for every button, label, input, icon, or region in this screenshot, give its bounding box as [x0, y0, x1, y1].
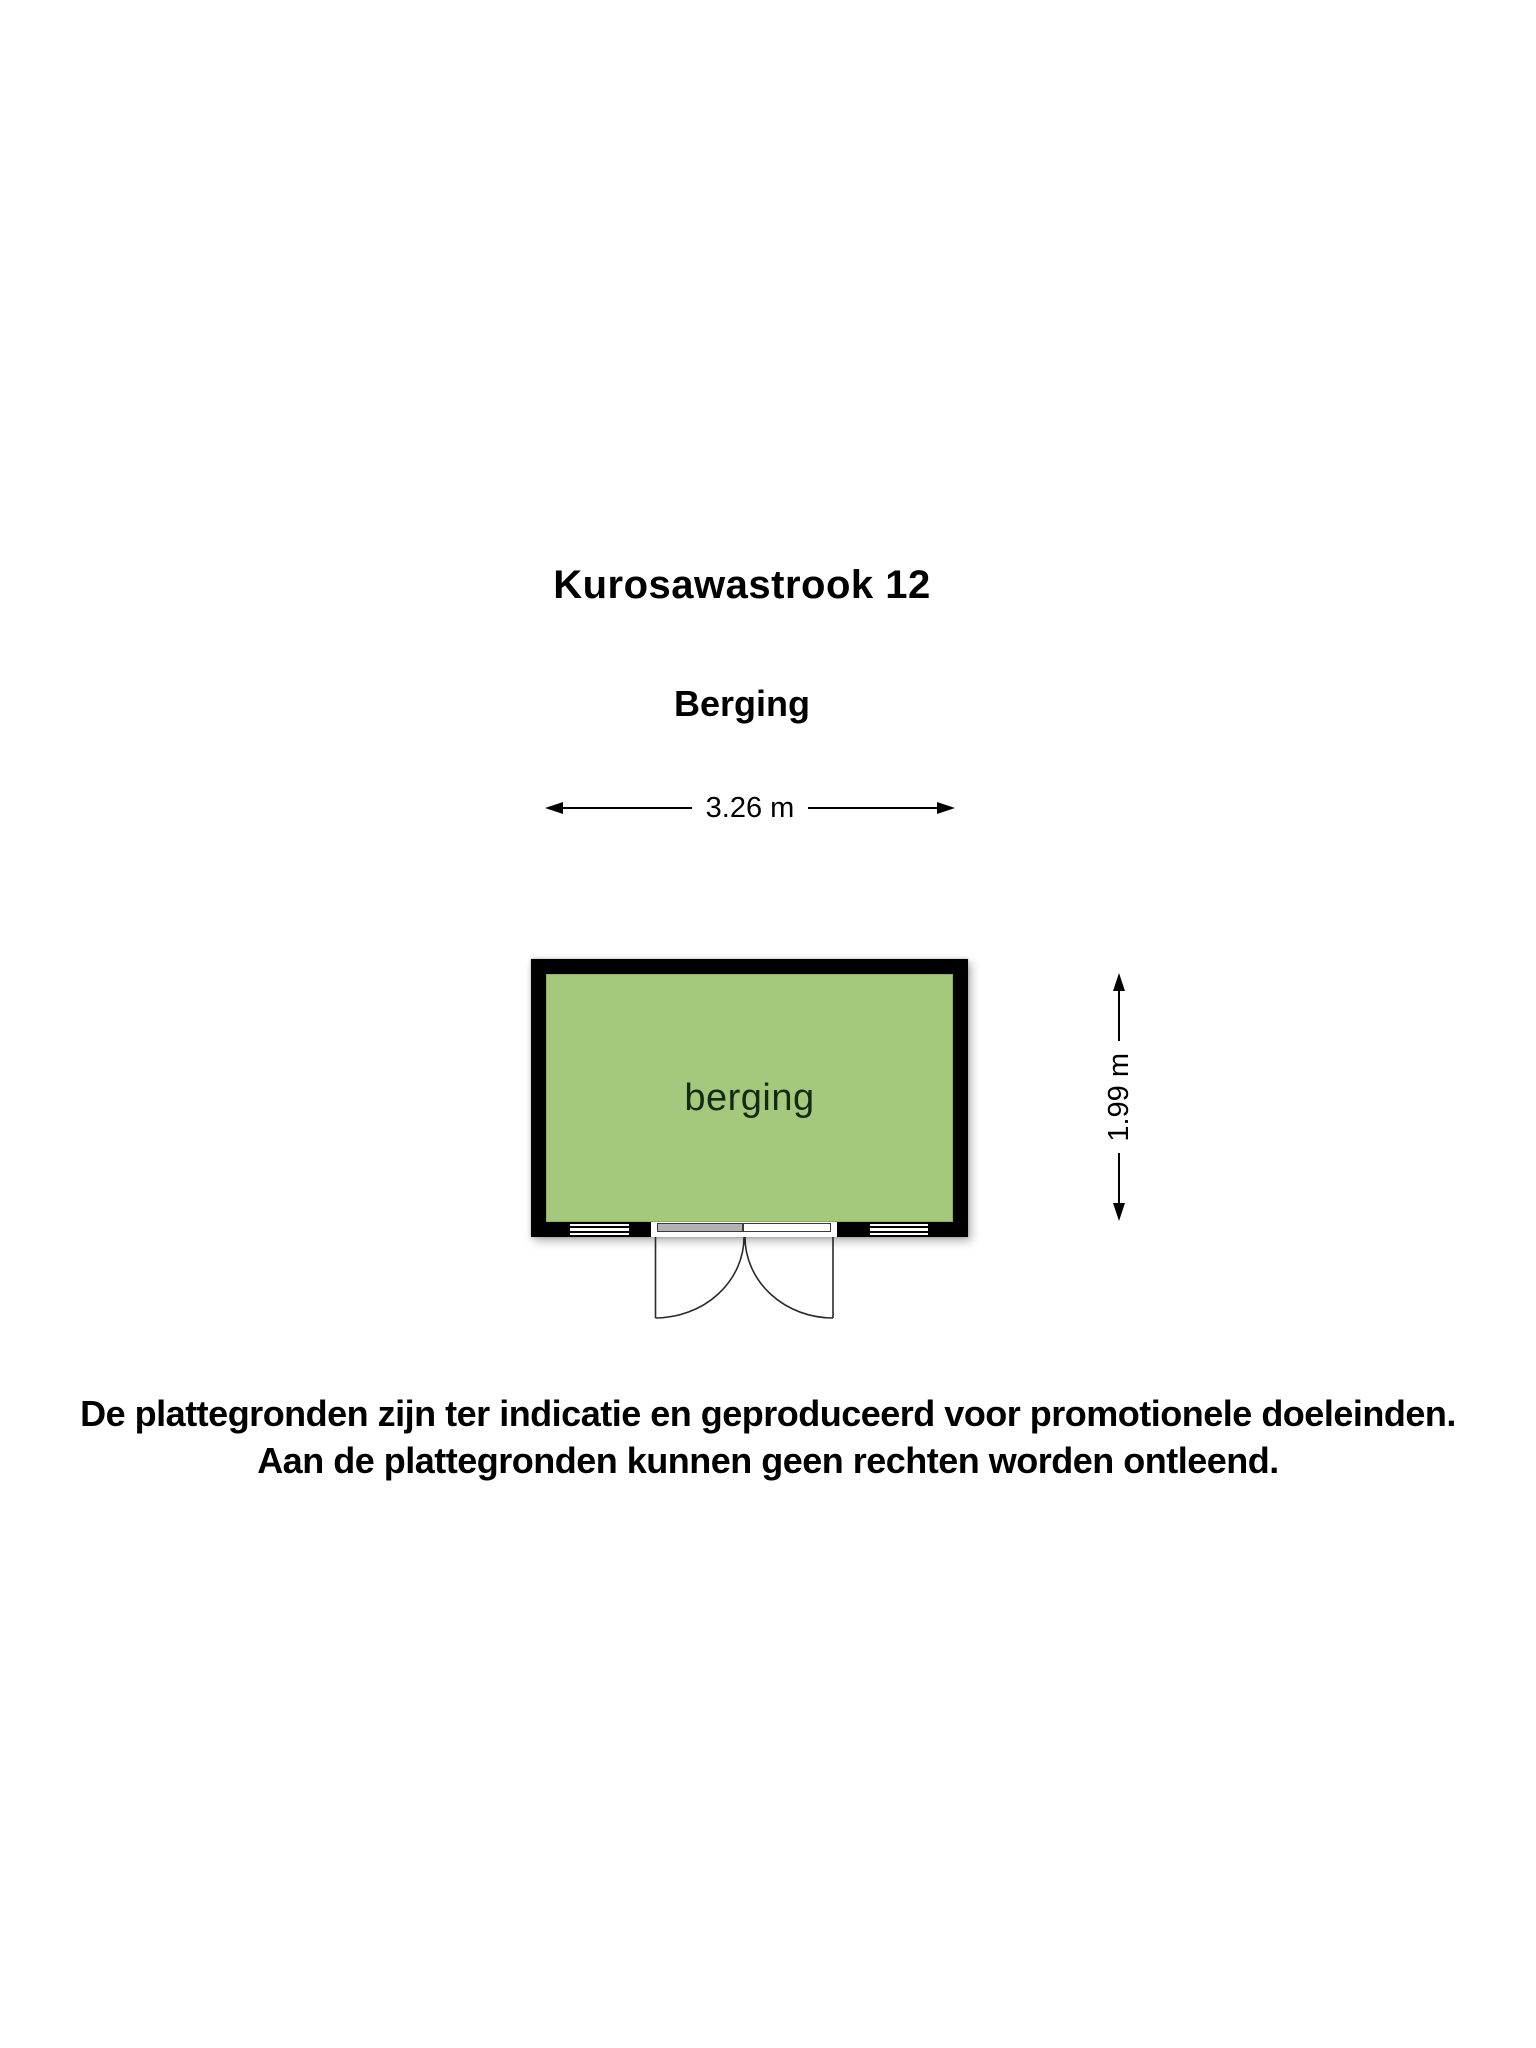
door-arc-left: [656, 1237, 745, 1318]
door-opening: [651, 1222, 837, 1237]
dimension-line: [563, 807, 692, 809]
window-right-icon: [868, 1222, 930, 1237]
page-title: Kurosawastrook 12: [553, 563, 931, 607]
double-door-swing-icon: [640, 1237, 860, 1332]
arrow-up-icon: [1113, 973, 1125, 991]
room-label: berging: [684, 1076, 815, 1119]
arrow-left-icon: [545, 802, 563, 814]
disclaimer-line-2: Aan de plattegronden kunnen geen rechten worden ontleend.: [257, 1440, 1279, 1481]
window-pane-line: [570, 1226, 629, 1228]
arrow-right-icon: [937, 802, 955, 814]
window-pane-line: [570, 1231, 629, 1233]
window-pane-line: [870, 1231, 928, 1233]
width-dimension: [545, 789, 955, 827]
height-dimension: [1101, 973, 1137, 1221]
door-sill-left: [657, 1223, 743, 1232]
height-dimension-label: 1.99 m: [1102, 1052, 1135, 1142]
dimension-line: [1118, 1153, 1120, 1203]
disclaimer: [0, 1390, 1536, 1484]
room-berging: [546, 974, 953, 1222]
floorplan-drawing: [531, 959, 968, 1237]
arrow-down-icon: [1113, 1203, 1125, 1221]
width-dimension-label: 3.26 m: [705, 791, 795, 824]
window-left-icon: [568, 1222, 631, 1237]
door-arc-right: [745, 1237, 833, 1318]
door-sill-right: [743, 1223, 831, 1232]
disclaimer-line-1: De plattegronden zijn ter indicatie en geproduceerd voor promotionele doeleinden.: [80, 1393, 1456, 1434]
window-pane-line: [870, 1226, 928, 1228]
dimension-line: [808, 807, 937, 809]
dimension-line: [1118, 991, 1120, 1041]
room-type-heading: Berging: [673, 683, 810, 724]
